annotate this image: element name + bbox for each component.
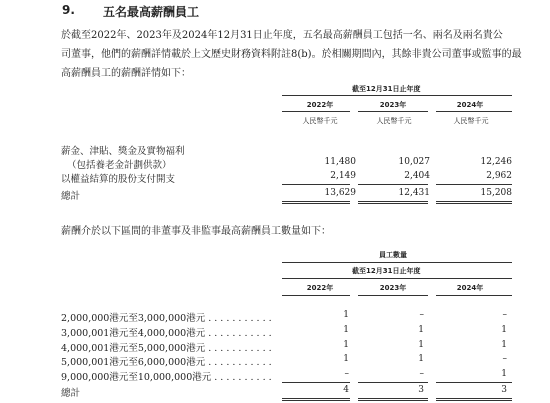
table2-cell: – xyxy=(344,369,349,379)
table1-period-header: 截至12月31日止年度 xyxy=(352,85,421,93)
table1-cell: 10,027 xyxy=(398,157,430,167)
table2-cell: 1 xyxy=(343,340,349,350)
table2-col-rule xyxy=(358,295,428,296)
table1-total-cell: 13,629 xyxy=(324,188,356,198)
table2-row-label: 4,000,001港元至5,000,000港元 . . . . . . . . . . . xyxy=(61,343,272,354)
table2-total-cell: 3 xyxy=(418,385,424,395)
table2-cell: 1 xyxy=(418,354,424,364)
table2-cell: 1 xyxy=(501,340,507,350)
table1-total-cell: 15,208 xyxy=(480,188,512,198)
table2-row-label: 9,000,000港元至10,000,000港元 . . . . . . . . . . xyxy=(61,372,272,383)
table2-row-label: 2,000,000港元至3,000,000港元 . . . . . . . . . . . xyxy=(61,313,272,324)
table2-cell: 1 xyxy=(418,340,424,350)
table2-total-double-rule xyxy=(358,398,428,401)
table1-cell: 2,962 xyxy=(486,171,512,181)
table1-year-2023: 2023年 xyxy=(379,101,407,109)
table2-total-label: 總計 xyxy=(61,388,81,399)
table1-year-2022: 2022年 xyxy=(306,101,334,109)
table2-col-rule xyxy=(282,295,350,296)
para-2: 薪酬介於以下區間的非董事及非監事最高薪酬員工數量如下： xyxy=(61,226,331,237)
table1-row-label: 薪金、津貼、獎金及實物福利 xyxy=(61,146,185,157)
table2-cell: 1 xyxy=(343,310,349,320)
table1-unit-2023: 人民幣千元 xyxy=(376,117,412,125)
table1-col3-rule xyxy=(436,111,512,112)
table1-total-cell: 12,431 xyxy=(398,188,430,198)
table1-total-double-rule xyxy=(282,201,350,204)
table2-year-2023: 2023年 xyxy=(379,284,407,292)
table2-top-rule xyxy=(282,262,512,263)
table1-total-label: 總計 xyxy=(61,191,81,202)
table2-cell: 1 xyxy=(501,369,507,379)
table2-cell: 1 xyxy=(501,325,507,335)
intro-line-2: 司董事，他們的薪酬詳情載於上文歷史財務資料附註8(b)。於相關期間內，其餘非貴公司董事或監事的最 xyxy=(61,49,522,60)
table2-total-double-rule xyxy=(282,398,350,401)
table2-header-rule xyxy=(282,278,512,279)
table1-cell: 12,246 xyxy=(480,157,512,167)
table1-subtotal-rule xyxy=(282,184,350,185)
table1-header-rule xyxy=(282,95,512,96)
table2-cell: – xyxy=(502,354,507,364)
table1-subtotal-rule xyxy=(436,184,512,185)
table2-cell: 1 xyxy=(343,354,349,364)
table1-total-double-rule xyxy=(358,201,428,204)
table2-row-label: 3,000,001港元至4,000,000港元 . . . . . . . . . . . xyxy=(61,328,272,339)
intro-line-1: 於截至2022年、2023年及2024年12月31日止年度，五名最高薪酬員工包括一名、兩名及兩名貴公 xyxy=(61,30,503,41)
section-title: 五名最高薪酬員工 xyxy=(103,5,200,19)
table2-year-2022: 2022年 xyxy=(306,284,334,292)
section-number: 9. xyxy=(62,3,75,17)
table2-total-cell: 3 xyxy=(501,385,507,395)
table2-subtotal-rule xyxy=(358,382,428,383)
table2-subtotal-rule xyxy=(282,382,350,383)
table1-col1-rule xyxy=(282,111,350,112)
table2-row-label: 5,000,001港元至6,000,000港元 . . . . . . . . . . . xyxy=(61,357,272,368)
table1-cell: 2,404 xyxy=(404,171,430,181)
table2-cell: – xyxy=(419,310,424,320)
table2-cell: 1 xyxy=(343,325,349,335)
table1-row-label: 以權益結算的股份支付開支 xyxy=(61,174,176,185)
table1-year-2024: 2024年 xyxy=(456,101,484,109)
table2-header-top: 員工數量 xyxy=(379,251,407,259)
table2-period-header: 截至12月31日止年度 xyxy=(352,267,421,275)
table1-cell: 11,480 xyxy=(324,157,356,167)
intro-line-3: 高薪酬員工的薪酬詳情如下： xyxy=(61,68,191,79)
table1-unit-2024: 人民幣千元 xyxy=(453,117,489,125)
table1-subtotal-rule xyxy=(358,184,428,185)
table1-row-label: （包括養老金計劃供款） xyxy=(67,160,172,171)
table2-year-2024: 2024年 xyxy=(456,284,484,292)
table1-col2-rule xyxy=(358,111,428,112)
table2-col-rule xyxy=(436,295,512,296)
table1-unit-2022: 人民幣千元 xyxy=(302,117,338,125)
table1-cell: 2,149 xyxy=(330,171,356,181)
table1-total-double-rule xyxy=(436,201,512,204)
table2-cell: – xyxy=(419,369,424,379)
table2-subtotal-rule xyxy=(436,382,512,383)
table2-total-cell: 4 xyxy=(343,385,349,395)
table2-total-double-rule xyxy=(436,398,512,401)
table2-cell: 1 xyxy=(418,325,424,335)
table2-cell: – xyxy=(502,310,507,320)
